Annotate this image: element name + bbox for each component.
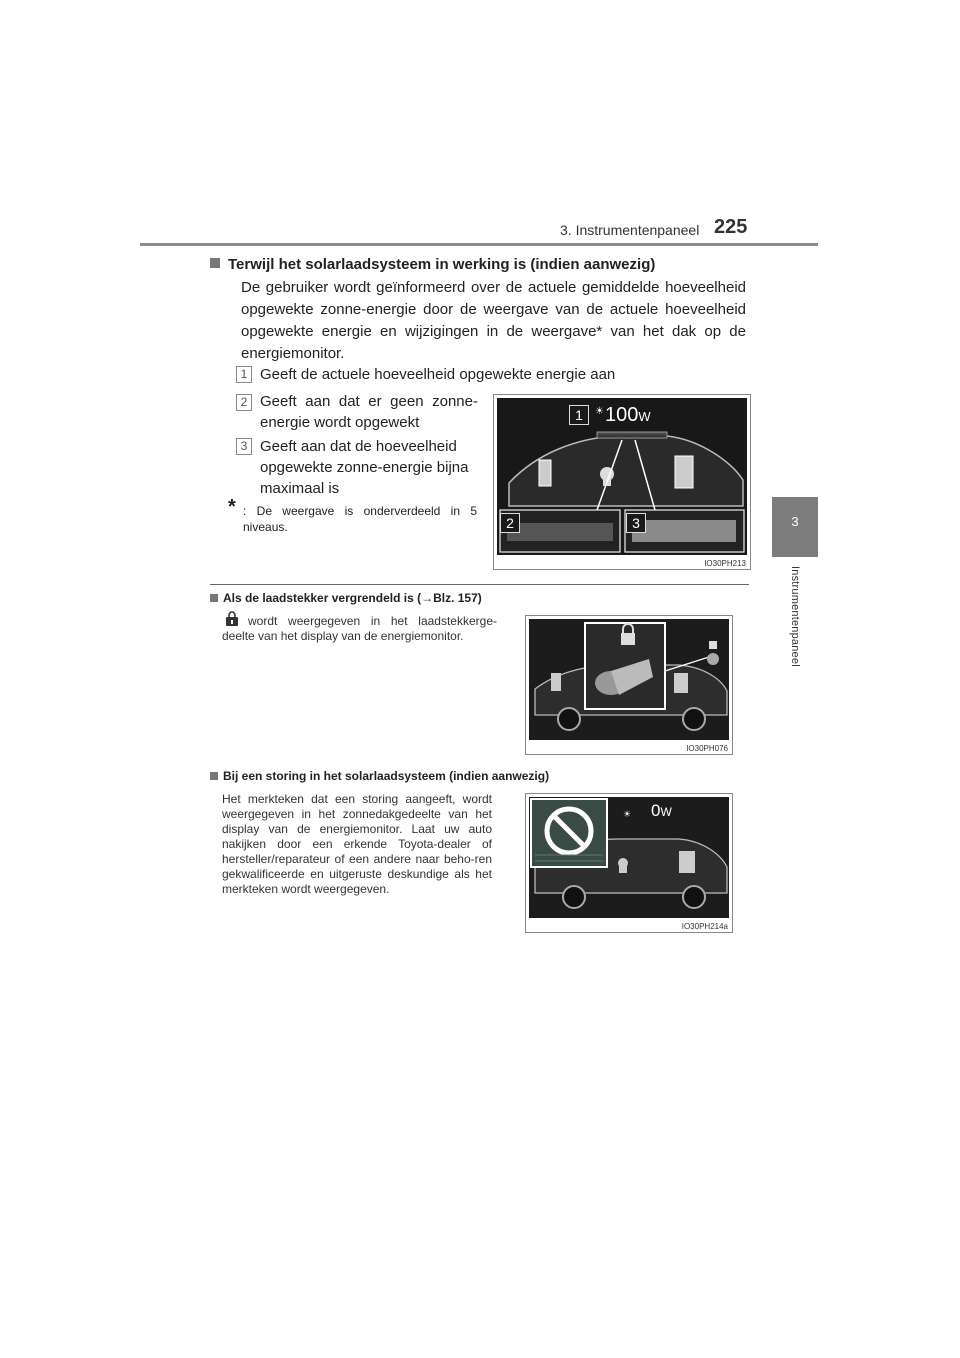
energy-monitor-fault-figure bbox=[525, 793, 733, 933]
power-readout: 0W bbox=[651, 801, 672, 820]
figure-code: IO30PH076 bbox=[686, 744, 728, 753]
power-readout: 100W bbox=[605, 404, 651, 426]
footnote: : De weergave is onderverdeeld in 5 niveaus. bbox=[243, 504, 477, 534]
item-number: 1 bbox=[236, 366, 252, 383]
fault-text: Het merkteken dat een storing aangeeft, wordt weergegeven in het zonnedakgedeelte van het display van de energiemonitor. Laat uw auto nakijken door een erkende Toyota-dealer of hersteller/reparateur of een andere naar beho-ren gekwalificeerde en uitgeruste deskundige als het merkteken wordt weergegeven. bbox=[222, 792, 492, 896]
callout-2: 2 bbox=[500, 513, 520, 533]
solar-fault-illustration bbox=[529, 797, 729, 918]
square-bullet-icon bbox=[210, 772, 218, 780]
fault-heading: Bij een storing in het solarlaadsysteem (indien aanwezig) bbox=[210, 769, 549, 783]
callout-3: 3 bbox=[626, 513, 646, 533]
item-number: 2 bbox=[236, 394, 252, 411]
energy-monitor-lock-figure bbox=[525, 615, 733, 755]
svg-text:☀: ☀ bbox=[623, 809, 632, 819]
plug-lock-illustration bbox=[529, 619, 729, 740]
lock-heading: Als de laadstekker vergrendeld is (→Blz. 157) bbox=[210, 591, 482, 605]
solar-heading: Terwijl het solarlaadsysteem in werking is (indien aanwezig) bbox=[210, 256, 655, 273]
square-bullet-icon bbox=[210, 594, 218, 602]
chapter-tab: 3 bbox=[772, 497, 818, 557]
energy-monitor-solar-figure bbox=[493, 394, 751, 570]
section-title: 3. Instrumentenpaneel bbox=[560, 222, 700, 238]
section-divider bbox=[210, 584, 749, 585]
callout-1: 1 bbox=[569, 405, 589, 425]
footnote-mark: * bbox=[228, 496, 236, 518]
figure-screen bbox=[529, 619, 729, 740]
item-text: Geeft aan dat er geen zonne-energie wordt opgewekt bbox=[260, 393, 478, 431]
svg-text:☀: ☀ bbox=[595, 406, 604, 417]
figure-screen bbox=[529, 797, 729, 918]
chapter-label: Instrumentenpaneel bbox=[789, 566, 801, 667]
lock-text: wordt weergegeven in het laadstekkerge-deelte van het display van de energiemonitor. bbox=[222, 614, 497, 643]
page-number: 225 bbox=[714, 216, 748, 238]
figure-code: IO30PH214a bbox=[681, 922, 728, 931]
figure-code: IO30PH213 bbox=[704, 559, 746, 568]
figure-screen bbox=[497, 398, 747, 555]
item-number: 3 bbox=[236, 438, 252, 455]
square-bullet-icon bbox=[210, 258, 220, 268]
item-text: Geeft de actuele hoeveelheid opgewekte energie aan bbox=[260, 366, 616, 383]
item-text: Geeft aan dat de hoeveelheid opgewekte zonne-energie bijna maximaal is bbox=[260, 438, 469, 497]
solar-intro: De gebruiker wordt geïnformeerd over de actuele gemiddelde hoeveelheid opgewekte zonne-energie door de weergave van de actuele hoeveelheid opgewekte energie en wijzigingen in de weergave* van het dak op de energiemonitor. bbox=[241, 279, 746, 362]
header-divider bbox=[140, 243, 818, 246]
